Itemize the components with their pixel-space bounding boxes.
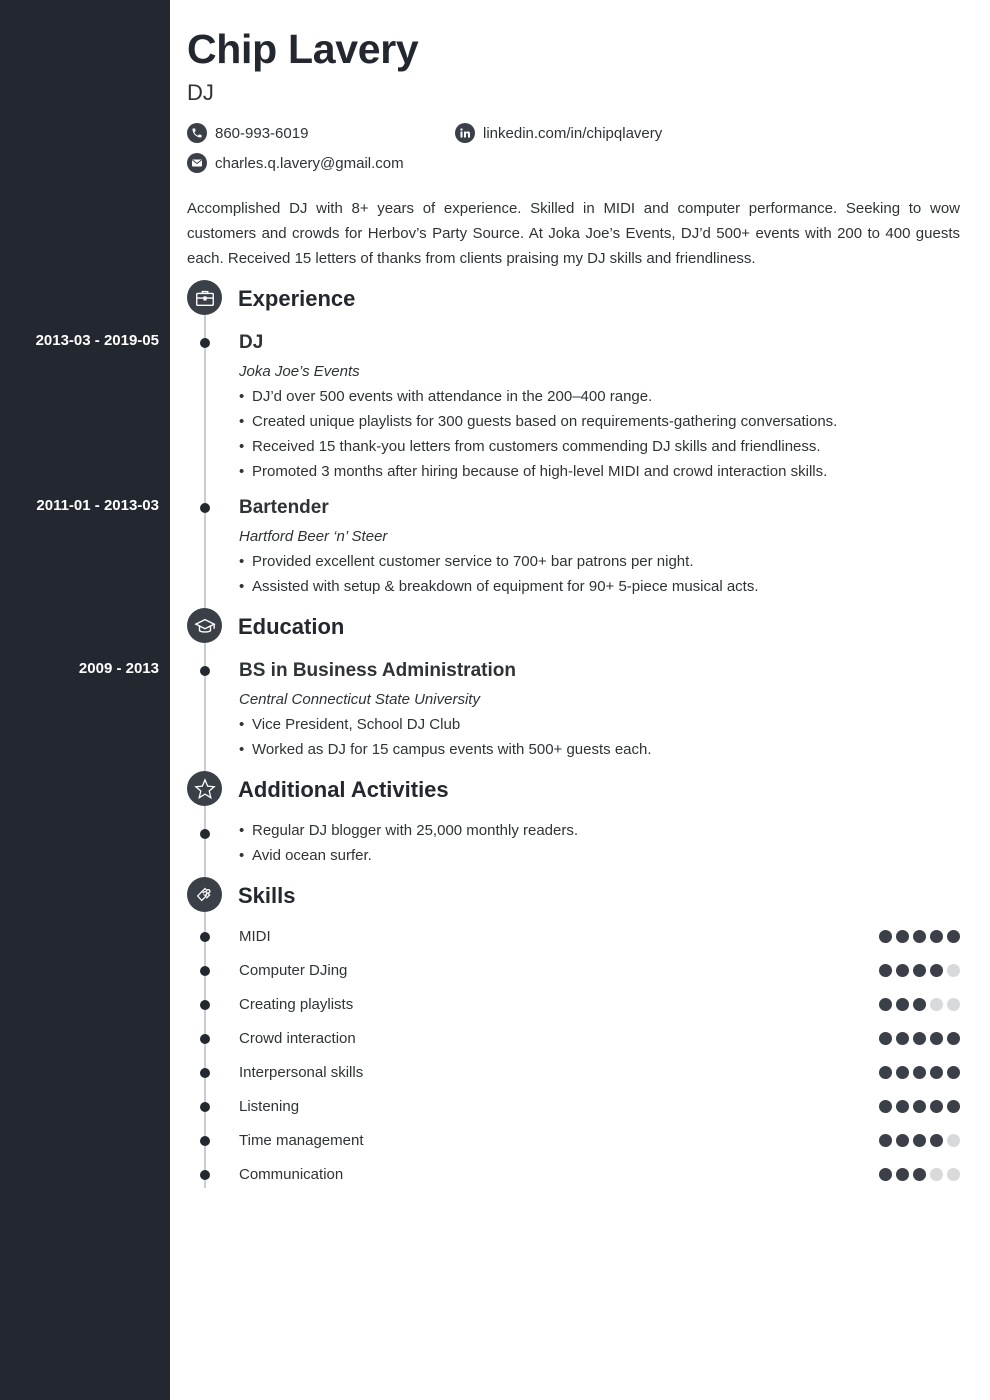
profile-summary: Accomplished DJ with 8+ years of experience. Skilled in MIDI and computer performance. Seeking to wow customers and crowds for Herbov’s Party Source. At Joka Joe’s Events, DJ’d 500+ events with 200 to 400 guests each. Received 15 letters of thanks from clients praising my DJ skills and friendliness.	[187, 200, 960, 267]
linkedin-text[interactable]: linkedin.com/in/chipqlavery	[483, 124, 663, 142]
skill-name: MIDI	[239, 928, 271, 945]
rating-dot-filled	[913, 930, 926, 943]
education-bullets	[239, 712, 652, 762]
rating-dot-empty	[930, 998, 943, 1011]
rating-dot-filled	[879, 930, 892, 943]
skill-name: Time management	[239, 1132, 364, 1149]
list-item: • Provided excellent customer service to 700+ bar patrons per night.	[239, 549, 759, 574]
rating-dot-filled	[896, 998, 909, 1011]
list-item: • Vice President, School DJ Club	[239, 712, 652, 737]
briefcase-icon	[187, 280, 222, 315]
skill-rating	[875, 964, 960, 977]
timeline-dot	[200, 1034, 210, 1044]
education-school: Central Connecticut State University	[239, 691, 480, 708]
skill-rating	[875, 1134, 960, 1147]
list-item: • Worked as DJ for 15 campus events with 500+ guests each.	[239, 737, 652, 762]
timeline-dot	[200, 1170, 210, 1180]
rating-dot-filled	[930, 1032, 943, 1045]
rating-dot-filled	[913, 964, 926, 977]
job-1-dates: 2013-03 - 2019-05	[35, 332, 159, 349]
education-dates: 2009 - 2013	[78, 660, 159, 677]
skill-name: Listening	[239, 1098, 300, 1115]
rating-dot-empty	[947, 998, 960, 1011]
rating-dot-filled	[879, 1100, 892, 1113]
job-2-title: Bartender	[239, 497, 329, 518]
timeline-dot	[200, 932, 210, 942]
skill-rating	[875, 1032, 960, 1045]
section-title-experience: Experience	[238, 286, 356, 311]
skill-row	[200, 1097, 960, 1117]
star-icon	[187, 771, 222, 806]
skill-row	[200, 927, 960, 947]
job-2-bullets	[239, 549, 759, 599]
graduation-cap-icon	[187, 608, 222, 643]
rating-dot-filled	[879, 1134, 892, 1147]
job-title: DJ	[187, 80, 214, 105]
skill-name: Interpersonal skills	[239, 1064, 364, 1081]
job-1-title: DJ	[239, 332, 264, 353]
rating-dot-filled	[930, 1100, 943, 1113]
skill-row	[200, 1063, 960, 1083]
contact-linkedin[interactable]	[455, 123, 662, 143]
rating-dot-filled	[930, 964, 943, 977]
skill-rating	[875, 930, 960, 943]
linkedin-icon	[455, 123, 475, 143]
rating-dot-filled	[896, 964, 909, 977]
rating-dot-filled	[947, 930, 960, 943]
timeline-dot	[200, 966, 210, 976]
left-sidebar	[0, 0, 170, 1400]
rating-dot-filled	[913, 1066, 926, 1079]
job-1-company: Joka Joe’s Events	[239, 363, 360, 380]
rating-dot-filled	[913, 1100, 926, 1113]
job-2-company: Hartford Beer ‘n’ Steer	[239, 528, 388, 545]
rating-dot-filled	[930, 1134, 943, 1147]
rating-dot-filled	[879, 1168, 892, 1181]
rating-dot-filled	[947, 1066, 960, 1079]
rating-dot-filled	[913, 998, 926, 1011]
rating-dot-filled	[879, 964, 892, 977]
rating-dot-filled	[879, 1032, 892, 1045]
rating-dot-filled	[896, 930, 909, 943]
rating-dot-empty	[930, 1168, 943, 1181]
rating-dot-empty	[947, 1168, 960, 1181]
rating-dot-filled	[930, 930, 943, 943]
list-item: • DJ’d over 500 events with attendance in the 200–400 range.	[239, 384, 837, 409]
timeline-dot	[200, 1102, 210, 1112]
skill-rating	[875, 1066, 960, 1079]
timeline-dot	[200, 1068, 210, 1078]
phone-text: 860-993-6019	[215, 124, 309, 142]
rating-dot-filled	[879, 1066, 892, 1079]
list-item: • Received 15 thank-you letters from customers commending DJ skills and friendliness.	[239, 434, 837, 459]
candidate-name: Chip Lavery	[187, 26, 419, 72]
puzzle-icon	[187, 877, 222, 912]
skill-row	[200, 995, 960, 1015]
rating-dot-filled	[947, 1032, 960, 1045]
phone-icon	[187, 123, 207, 143]
timeline-dot	[200, 666, 210, 676]
email-icon	[187, 153, 207, 173]
skill-name: Computer DJing	[239, 962, 348, 979]
section-title-activities: Additional Activities	[238, 777, 449, 802]
activities-bullets	[239, 818, 578, 868]
skill-row	[200, 1131, 960, 1151]
timeline-dot	[200, 829, 210, 839]
skill-rating	[875, 998, 960, 1011]
rating-dot-filled	[896, 1032, 909, 1045]
rating-dot-filled	[913, 1168, 926, 1181]
email-text[interactable]: charles.q.lavery@gmail.com	[215, 154, 404, 172]
skill-row	[200, 961, 960, 981]
rating-dot-filled	[896, 1168, 909, 1181]
skill-rating	[875, 1100, 960, 1113]
rating-dot-filled	[896, 1100, 909, 1113]
job-1-bullets	[239, 384, 837, 484]
rating-dot-empty	[947, 964, 960, 977]
timeline-dot	[200, 1000, 210, 1010]
rating-dot-filled	[913, 1032, 926, 1045]
list-item: • Created unique playlists for 300 guests based on requirements-gathering conversations.	[239, 409, 837, 434]
list-item: • Regular DJ blogger with 25,000 monthly readers.	[239, 818, 578, 843]
education-degree: BS in Business Administration	[239, 660, 516, 681]
section-title-education: Education	[238, 614, 345, 639]
timeline-line-activities	[204, 806, 206, 884]
timeline-dot	[200, 1136, 210, 1146]
skill-name: Creating playlists	[239, 996, 354, 1013]
list-item: • Promoted 3 months after hiring because of high-level MIDI and crowd interaction skills.	[239, 459, 837, 484]
rating-dot-empty	[947, 1134, 960, 1147]
timeline-line-experience	[204, 315, 206, 615]
timeline-dot	[200, 503, 210, 513]
contact-phone	[187, 123, 308, 143]
section-title-skills: Skills	[238, 883, 296, 908]
skill-name: Communication	[239, 1166, 344, 1183]
skill-name: Crowd interaction	[239, 1030, 356, 1047]
skill-rating	[875, 1168, 960, 1181]
skill-row	[200, 1165, 960, 1185]
timeline-line-education	[204, 643, 206, 778]
rating-dot-filled	[913, 1134, 926, 1147]
rating-dot-filled	[947, 1100, 960, 1113]
rating-dot-filled	[896, 1066, 909, 1079]
timeline-dot	[200, 338, 210, 348]
rating-dot-filled	[896, 1134, 909, 1147]
skill-row	[200, 1029, 960, 1049]
rating-dot-filled	[930, 1066, 943, 1079]
rating-dot-filled	[879, 998, 892, 1011]
list-item: • Assisted with setup & breakdown of equipment for 90+ 5-piece musical acts.	[239, 574, 759, 599]
job-2-dates: 2011-01 - 2013-03	[36, 497, 159, 514]
contact-email[interactable]	[187, 153, 404, 173]
list-item: • Avid ocean surfer.	[239, 843, 578, 868]
